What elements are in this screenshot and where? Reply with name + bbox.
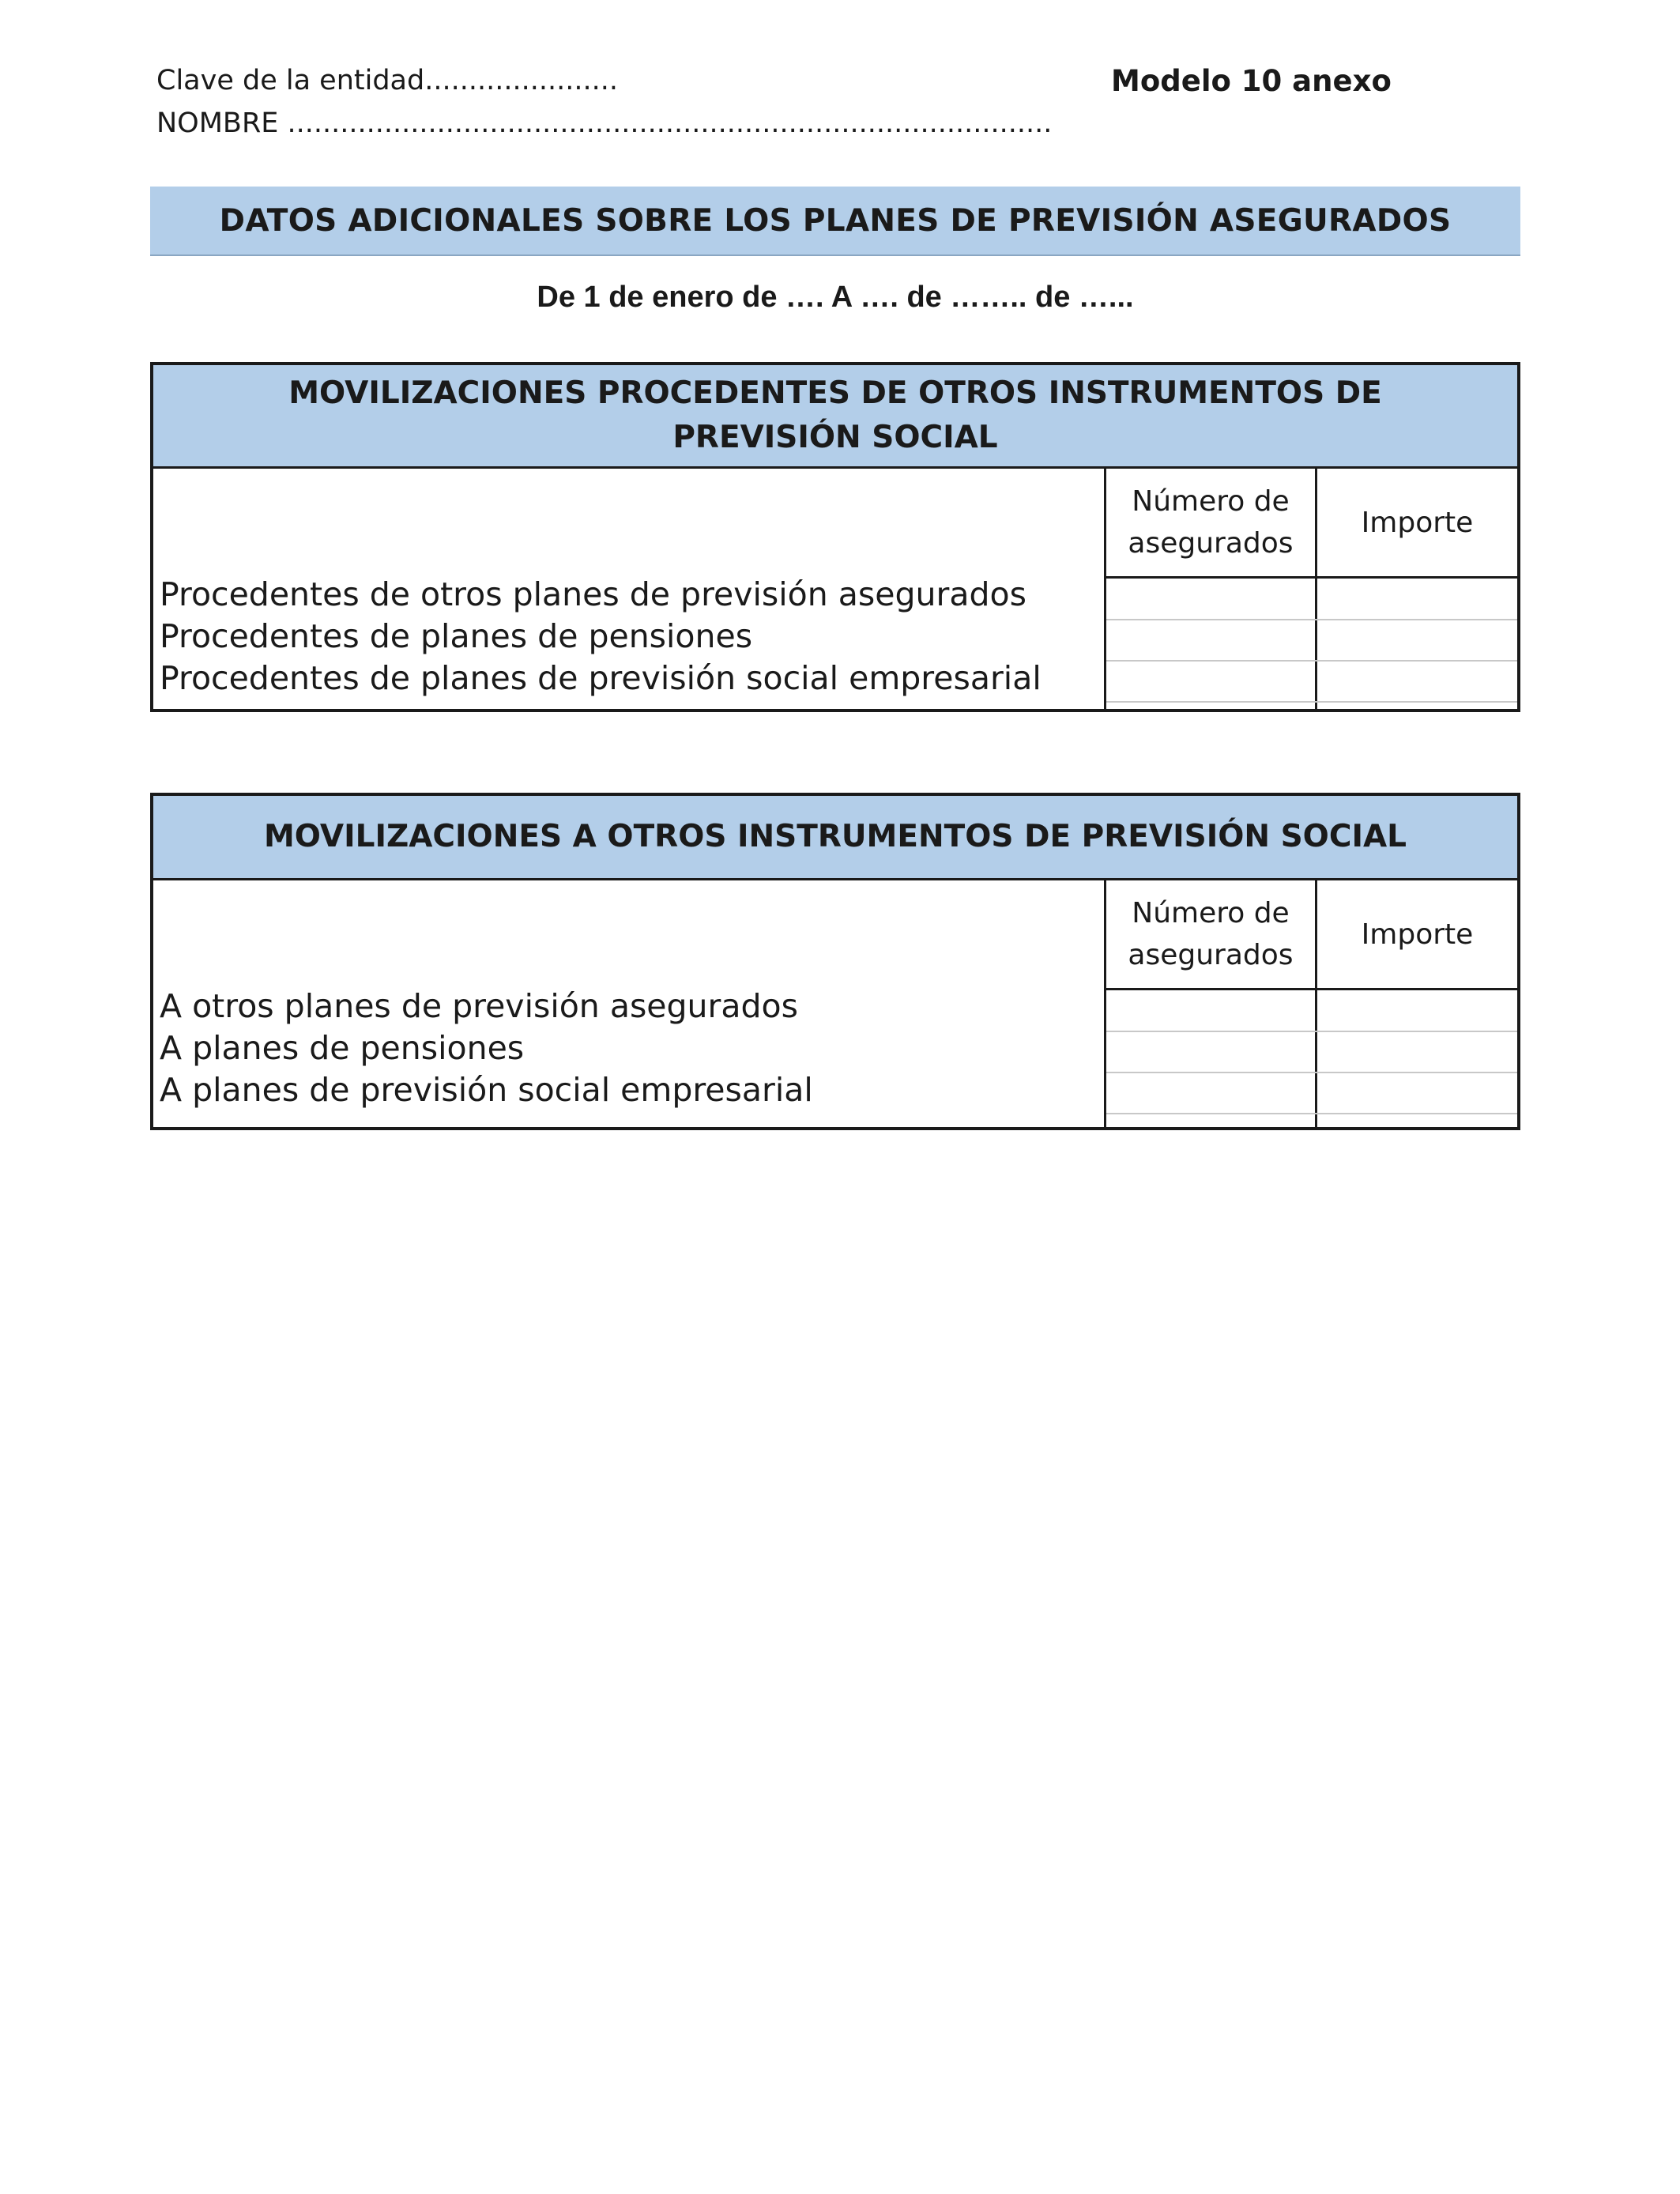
section-heading: MOVILIZACIONES A OTROS INSTRUMENTOS DE PREVISIÓN SOCIAL	[153, 796, 1517, 880]
row-label: A otros planes de previsión asegurados	[160, 987, 798, 1025]
section-heading-line: MOVILIZACIONES PROCEDENTES DE OTROS INSTRUMENTOS DE	[288, 375, 1382, 411]
document-title: DATOS ADICIONALES SOBRE LOS PLANES DE PREVISIÓN ASEGURADOS	[150, 187, 1520, 256]
cell-row-divider	[1106, 1113, 1517, 1114]
column-header-importe: Importe	[1317, 469, 1517, 579]
section-movilizaciones-a-otros	[150, 793, 1520, 1130]
cell-row-divider	[1106, 1072, 1517, 1073]
section-body	[153, 469, 1517, 710]
column-header-importe: Importe	[1317, 880, 1517, 990]
section-movilizaciones-procedentes	[150, 362, 1520, 712]
cell-row-divider	[1106, 701, 1517, 703]
row-label: Procedentes de planes de previsión social empresarial	[160, 659, 1042, 697]
column-header-numero	[1106, 469, 1315, 579]
section-body	[153, 880, 1517, 1128]
column-header-text: asegurados	[1128, 527, 1294, 560]
column-header-text: Número de	[1132, 485, 1290, 518]
row-label: A planes de pensiones	[160, 1029, 525, 1067]
row-label: Procedentes de planes de pensiones	[160, 617, 753, 655]
cell-row-divider	[1106, 660, 1517, 662]
nombre-line: NOMBRE .......................................................................................	[156, 107, 1053, 139]
column-header-text: Número de	[1132, 897, 1290, 929]
row-label: A planes de previsión social empresarial	[160, 1071, 813, 1109]
column-header-numero	[1106, 880, 1315, 990]
cell-row-divider	[1106, 1031, 1517, 1032]
period-line: De 1 de enero de …. A …. de …….. de …...	[537, 281, 1134, 314]
column-header-text: asegurados	[1128, 939, 1294, 971]
section-heading	[153, 365, 1517, 469]
row-label: Procedentes de otros planes de previsión asegurados	[160, 575, 1026, 613]
cell-row-divider	[1106, 619, 1517, 620]
modelo-label: Modelo 10 anexo	[1111, 64, 1392, 98]
clave-entidad: Clave de la entidad......................	[156, 65, 618, 96]
section-heading-line: PREVISIÓN SOCIAL	[672, 420, 998, 455]
